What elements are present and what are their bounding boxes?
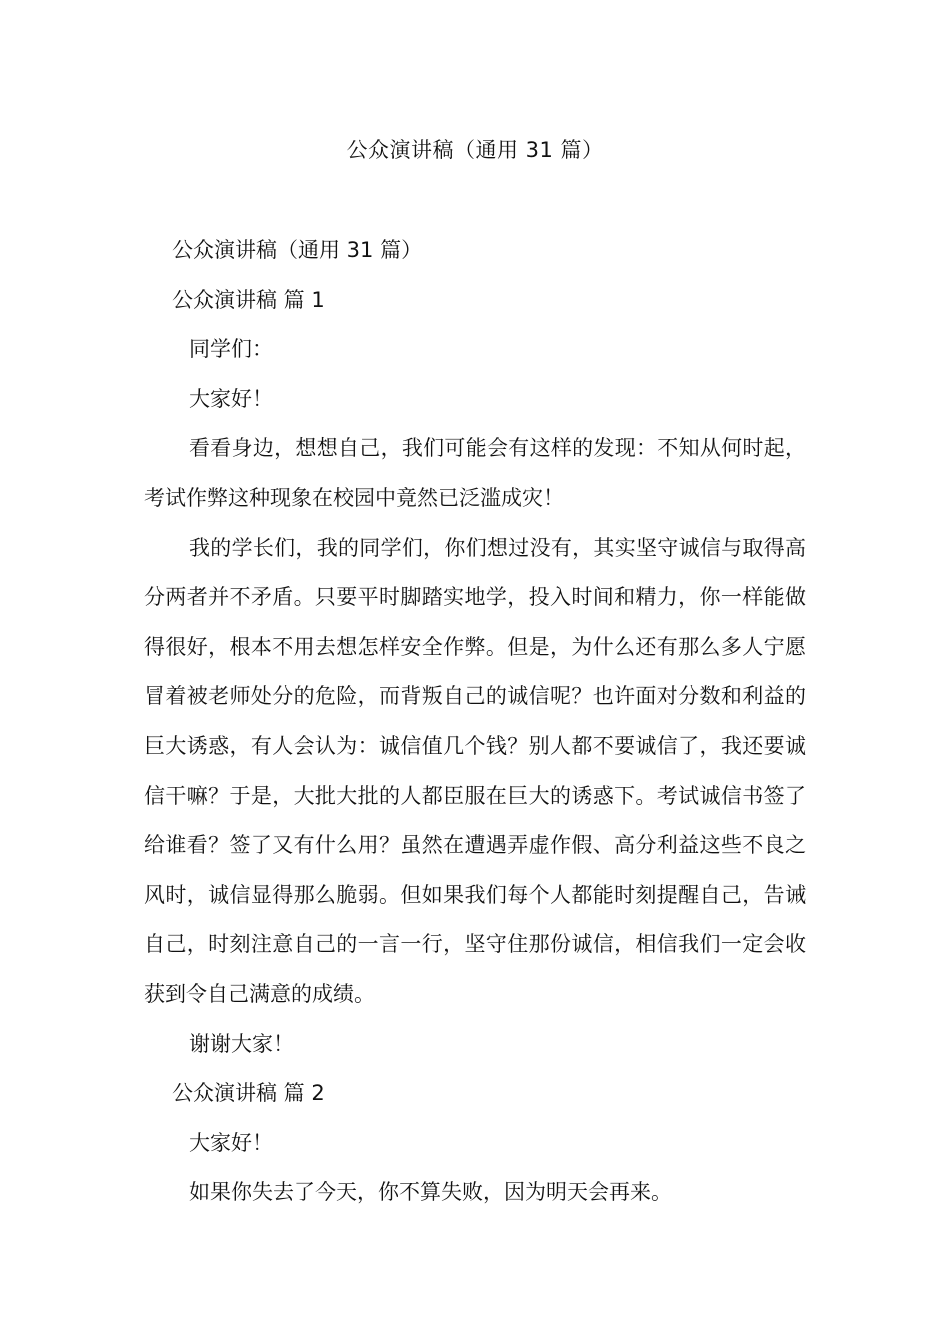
document-body <box>144 226 806 1218</box>
paragraph: 谢谢大家！ <box>189 1031 294 1056</box>
section-heading: 公众演讲稿（通用 31 篇） <box>172 238 423 262</box>
paragraph: 同学们： <box>189 337 273 362</box>
paragraph: 看看身边，想想自己，我们可能会有这样的发现：不知从何时起，考试作弊这种现象在校园中竟然已泛滥成灾！ <box>144 436 806 510</box>
document-title: 公众演讲稿（通用 31 篇） <box>346 138 604 162</box>
section-heading: 公众演讲稿 篇 2 <box>172 1081 325 1106</box>
paragraph: 大家好！ <box>189 1130 273 1155</box>
paragraph: 我的学长们，我的同学们，你们想过没有，其实坚守诚信与取得高分两者并不矛盾。只要平时脚踏实地学，投入时间和精力，你一样能做得很好，根本不用去想怎样安全作弊。但是，为什么还有那么多人宁愿冒着被老师处分的危险，而背叛自己的诚信呢？也许面对分数和利益的巨大诱惑，有人会认为：诚信值几个钱？别人都不要诚信了，我还要诚信干嘛？于是，大批大批的人都臣服在巨大的诱惑下。考试诚信书签了给谁看？签了又有什么用？虽然在遭遇弄虚作假、高分利益这些不良之风时，诚信显得那么脆弱。但如果我们每个人都能时刻提醒自己，告诫自己，时刻注意自己的一言一行，坚守住那份诚信，相信我们一定会收获到令自己满意的成绩。 <box>144 535 806 1006</box>
section-heading: 公众演讲稿 篇 1 <box>172 287 325 312</box>
paragraph: 如果你失去了今天，你不算失败，因为明天会再来。 <box>189 1180 672 1205</box>
paragraph: 大家好！ <box>189 386 273 411</box>
